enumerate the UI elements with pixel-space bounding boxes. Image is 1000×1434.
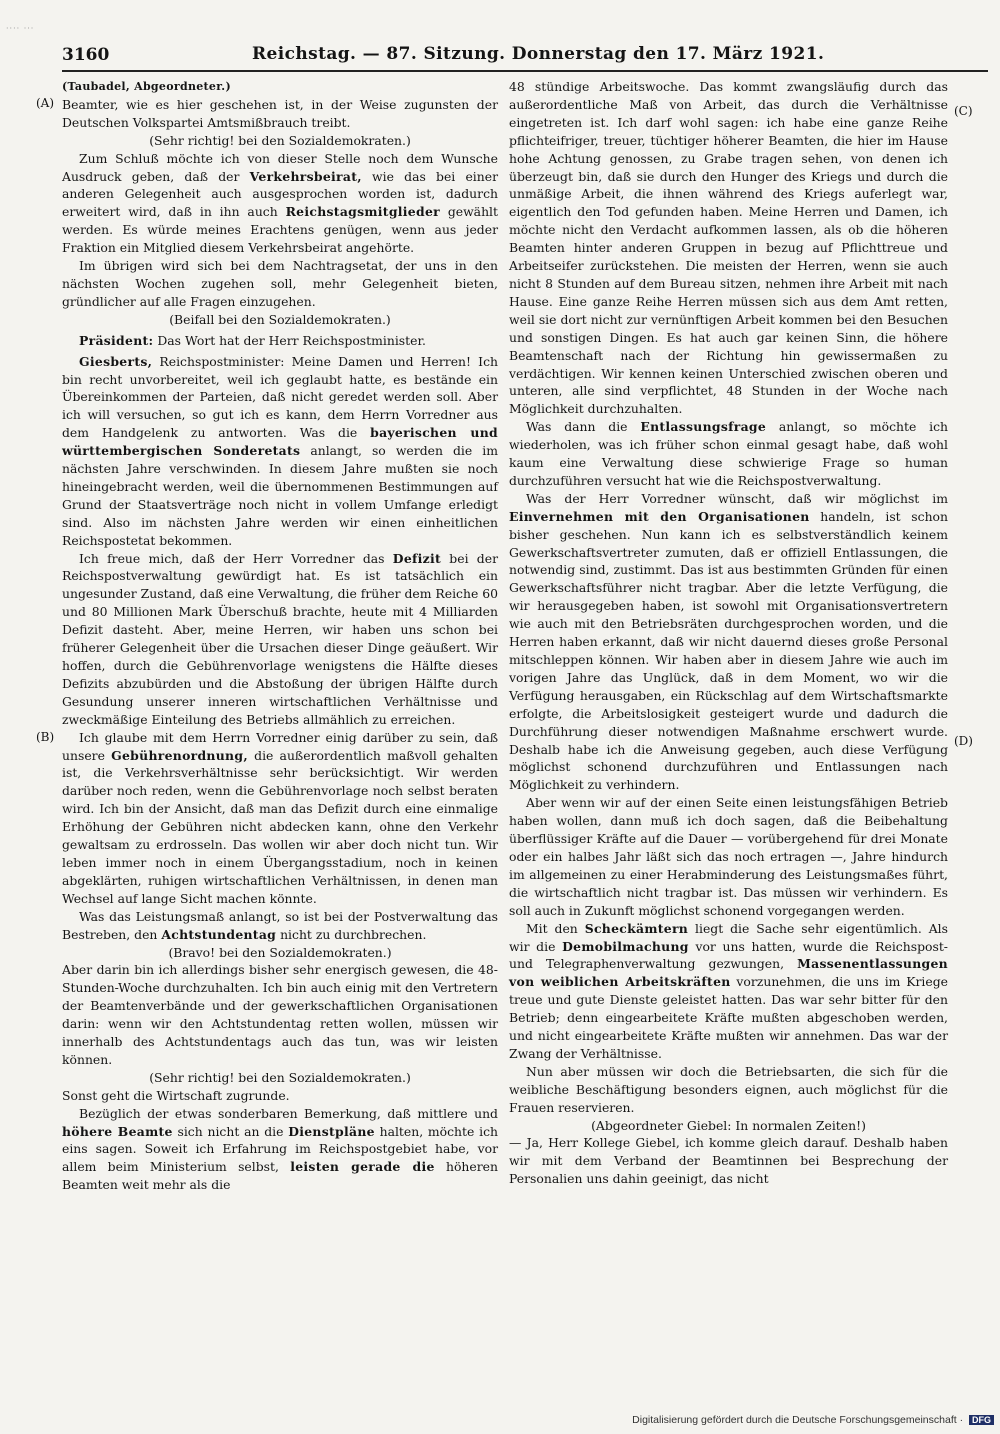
margin-label-a: (A) <box>36 96 55 110</box>
margin-label-c: (C) <box>954 104 973 118</box>
digitization-credit <box>632 1414 994 1426</box>
page-title: Reichstag. — 87. Sitzung. Donnerstag den 17. März 1921. <box>252 44 825 64</box>
speaker-context: (Taubadel, Abgeordneter.) <box>62 80 231 93</box>
page-header <box>62 44 988 72</box>
interjection: (Beifall bei den Sozialdemokraten.) <box>169 311 391 327</box>
left-column <box>62 78 498 1194</box>
paragraph: Bezüglich der etwas sonderbaren Bemerkung, daß mittlere und höhere Beamte sich nicht an die Dienstpläne halten, möchte ich eins sagen. Soweit ich Erfahrung im Reichspostgebiet habe, vor allem beim Ministerium selbst, leisten gerade die höheren Beamten weit mehr als die <box>62 1105 498 1193</box>
paragraph: — Ja, Herr Kollege Giebel, ich komme gleich darauf. Deshalb haben wir mit dem Verband der Beamtinnen bei Besprechung der Personalien uns dahin geeinigt, das nicht <box>509 1135 948 1187</box>
paragraph: Was der Herr Vorredner wünscht, daß wir möglichst im Einvernehmen mit den Organisationen handeln, ist schon bisher geschehen. Nun kann ich es selbstverständlich keinem Gewerkschaftsvertreter zumuten, daß er offiziell Entlassungen, die notwendig sind, zustimmt. Das ist aus bestimmten Gründen für einen Gewerkschaftsführer nicht tragbar. Aber die letzte Verfügung, die wir herausgegeben haben, ist sowohl mit Organisationsvertretern wie auch mit den Betriebsräten durchgesprochen worden, und die Herren haben erkannt, daß wir nicht dauernd dieses große Personal mitschleppen können. Wir haben aber in diesem Jahre wie auch im vorigen Jahre das Unglück, daß in dem Moment, wo wir die Verfügung herausgaben, ein Rückschlag auf dem Wirtschaftsmarkte erfolgte, die Arbeitslosigkeit gesteigert wurde und dadurch die Durchführung dieser notwendigen Maßnahme erschwert wurde. Deshalb habe ich die Anweisung gegeben, auch diese Verfügung möglichst schonend durchzuführen und Entlassungen nach Möglichkeit zu verhindern. <box>509 490 948 793</box>
paragraph: Mit den Scheckämtern liegt die Sache sehr eigentümlich. Als wir die Demobilmachung vor uns hatten, wurde die Reichspost- und Telegraphenverwaltung gezwungen, Massenentlassungen von weiblichen Arbeitskräften vorzunehmen, die uns im Kriege treue und gute Dienste geleistet hatten. Das war sehr bitter für den Betrieb; denn eingearbeitete Kräfte mußten abgeschoben werden, und nicht eingearbeitete Kräfte mußten wir annehmen. Das war der Zwang der Verhältnisse. <box>509 920 948 1061</box>
paragraph: Sonst geht die Wirtschaft zugrunde. <box>62 1087 290 1103</box>
dfg-logo: DFG <box>969 1415 994 1425</box>
paragraph: Beamter, wie es hier geschehen ist, in der Weise zugunsten der Deutschen Volkspartei Amtsmißbrauch treibt. <box>62 96 498 130</box>
speaker-name: Giesberts, <box>79 353 153 369</box>
paragraph: Im übrigen wird sich bei dem Nachtragsetat, der uns in den nächsten Wochen zugehen soll, mehr Gelegenheit bieten, gründlicher auf alle Fragen einzugehen. <box>62 258 498 309</box>
right-column <box>509 78 948 1188</box>
speaker-name: Präsident: <box>79 332 154 348</box>
paragraph: Was dann die Entlassungsfrage anlangt, so möchte ich wiederholen, was ich früher schon einmal gesagt habe, daß wohl kaum eine Verwaltung diese schwierige Frage so human durchzuführen versucht hat wie die Reichspostverwaltung. <box>509 419 948 488</box>
interjection: (Sehr richtig! bei den Sozialdemokraten.) <box>149 132 411 148</box>
paragraph: Zum Schluß möchte ich von dieser Stelle noch dem Wunsche Ausdruck geben, daß der Verkehrsbeirat, wie das bei einer anderen Gelegenheit auch ausgesprochen worden ist, dadurch erweitert wird, daß in ihn auch Reichstagsmitglieder gewählt werden. Es würde meines Erachtens genügen, wenn aus jeder Fraktion ein Mitglied diesem Verkehrsbeirat angehörte. <box>62 150 498 256</box>
paragraph: 48 stündige Arbeitswoche. Das kommt zwangsläufig durch das außerordentliche Maß von Arbeit, das durch die Verhältnisse eingetreten ist. Ich darf wohl sagen: ich habe eine ganze Reihe pflichteifriger, treuer, tüchtiger höherer Beamten, die hier im Hause hohe Achtung genossen, zu Grabe tragen sehen, von denen ich überzeugt bin, daß sie durch den Hunger des Kriegs und durch die unmäßige Arbeit, die ihnen während des Kriegs auferlegt war, eigentlich den Tod gefunden haben. Meine Herren und Damen, ich möchte nicht den Verdacht aufkommen lassen, als ob die höheren Beamten hinter anderen Gruppen in bezug auf Pflichttreue und Arbeitseifer zurückstehen. Die meisten der Herren, wenn sie auch nicht 8 Stunden auf dem Bureau sitzen, nehmen ihre Arbeit mit nach Hause. Eine ganze Reihe Herren müssen sich aus dem Amt retten, weil sie dort nicht zur vernünftigen Arbeit kommen bei den Besuchen und sonstigen Dingen. Es hat auch gar keinen Sinn, die höhere Beamtenschaft nach der Richtung hin gewissermaßen zu verdächtigen. Wir kennen keinen Unterschied zwischen oberen und unteren, alle sind verpflichtet, 48 Stunden in der Woche nach Möglichkeit durchzuhalten. <box>509 79 948 417</box>
paragraph: Aber wenn wir auf der einen Seite einen leistungsfähigen Betrieb haben wollen, dann muß ich doch sagen, daß die Beibehaltung überflüssiger Kräfte auf die Dauer — vorübergehend für drei Monate oder ein halbes Jahr läßt sich das noch ertragen —, Jahre hindurch im allgemeinen zu einer Herabminderung des Leistungsmaßes führt, die wirtschaftlich nicht tragbar ist. Das müssen wir verhindern. Es soll auch in Zukunft möglichst schonend vorgegangen werden. <box>509 795 948 918</box>
interjection: (Abgeordneter Giebel: In normalen Zeiten!) <box>591 1117 866 1133</box>
paragraph: Aber darin bin ich allerdings bisher sehr energisch gewesen, die 48-Stunden-Woche durchzuhalten. Ich bin auch einig mit den Vertretern der Beamtenverbände und der gewerkschaftlichen Organisationen darin: wenn wir den Achtstundentag retten wollen, müssen wir innerhalb des Achtstundentags auch das tun, was wir leisten können. <box>62 962 498 1067</box>
page-number: 3160 <box>62 45 110 65</box>
margin-label-d: (D) <box>954 734 973 748</box>
credit-text: Digitalisierung gefördert durch die Deutsche Forschungsgemeinschaft · <box>632 1414 964 1426</box>
interjection: (Bravo! bei den Sozialdemokraten.) <box>168 944 392 960</box>
speaker-paragraph: Präsident: Das Wort hat der Herr Reichspostminister. <box>79 332 426 348</box>
paragraph: Ich glaube mit dem Herrn Vorredner einig darüber zu sein, daß unsere Gebührenordnung, die außerordentlich maßvoll gehalten ist, die Verkehrsverhältnisse sehr berücksichtigt. Wir werden darüber noch reden, wenn die Gebührenvorlage noch selbst beraten wird. Ich bin der Ansicht, daß man das Defizit durch eine einmalige Erhöhung der Gebühren nicht abdecken kann, ohne den Verkehr gewaltsam zu erdrosseln. Das wollen wir aber doch nicht tun. Wir leben immer noch in einem Übergangsstadium, noch in keinen abgeklärten, ruhigen wirtschaftlichen Verhältnissen, in denen man Wechsel auf lange Sicht machen könnte. <box>62 729 498 906</box>
scan-stamp: ···· ··· <box>6 24 35 33</box>
interjection: (Sehr richtig! bei den Sozialdemokraten.) <box>149 1069 411 1085</box>
paragraph: Nun aber müssen wir doch die Betriebsarten, die sich für die weibliche Beschäftigung besonders eignen, auch möglichst für die Frauen reservieren. <box>509 1063 948 1115</box>
paragraph: Ich freue mich, daß der Herr Vorredner das Defizit bei der Reichspostverwaltung gewürdigt hat. Es ist tatsächlich ein ungesunder Zustand, daß eine Verwaltung, die früher dem Reiche 60 und 80 Millionen Mark Überschuß brachte, heute mit 4 Milliarden Defizit dasteht. Aber, meine Herren, wir haben uns schon bei früherer Gelegenheit über die Ursachen dieser Dinge geäußert. Wir hoffen, durch die Gebührenvorlage wenigstens die Hälfte dieses Defizits abzubürden und die Abstoßung der übrigen Hälfte durch Gesundung unserer inneren wirtschaftlichen Verhältnisse und zweckmäßige Einteilung des Betriebs allmählich zu erreichen. <box>62 550 498 727</box>
margin-label-b: (B) <box>36 730 55 744</box>
paragraph: Was das Leistungsmaß anlangt, so ist bei der Postverwaltung das Bestreben, den Achtstundentag nicht zu durchbrechen. <box>62 908 498 942</box>
speaker-paragraph: Giesberts, Reichspostminister: Meine Damen und Herren! Ich bin recht unvorbereitet, weil ich geglaubt hatte, es bestände ein Übereinkommen der Parteien, daß nicht geredet werden soll. Aber ich will versuchen, so gut ich es kann, dem Herrn Vorredner aus dem Handgelenk zu antworten. Was die bayerischen und württembergischen Sonderetats anlangt, so werden die im nächsten Jahre verschwinden. In diesem Jahre mußten sie noch hineingebracht werden, weil die übernommenen Bestimmungen auf Grund der Staatsverträge noch nicht in vollem Umfange erledigt sind. Also im nächsten Jahre werden wir einen einheitlichen Reichspostetat bekommen. <box>62 353 498 548</box>
